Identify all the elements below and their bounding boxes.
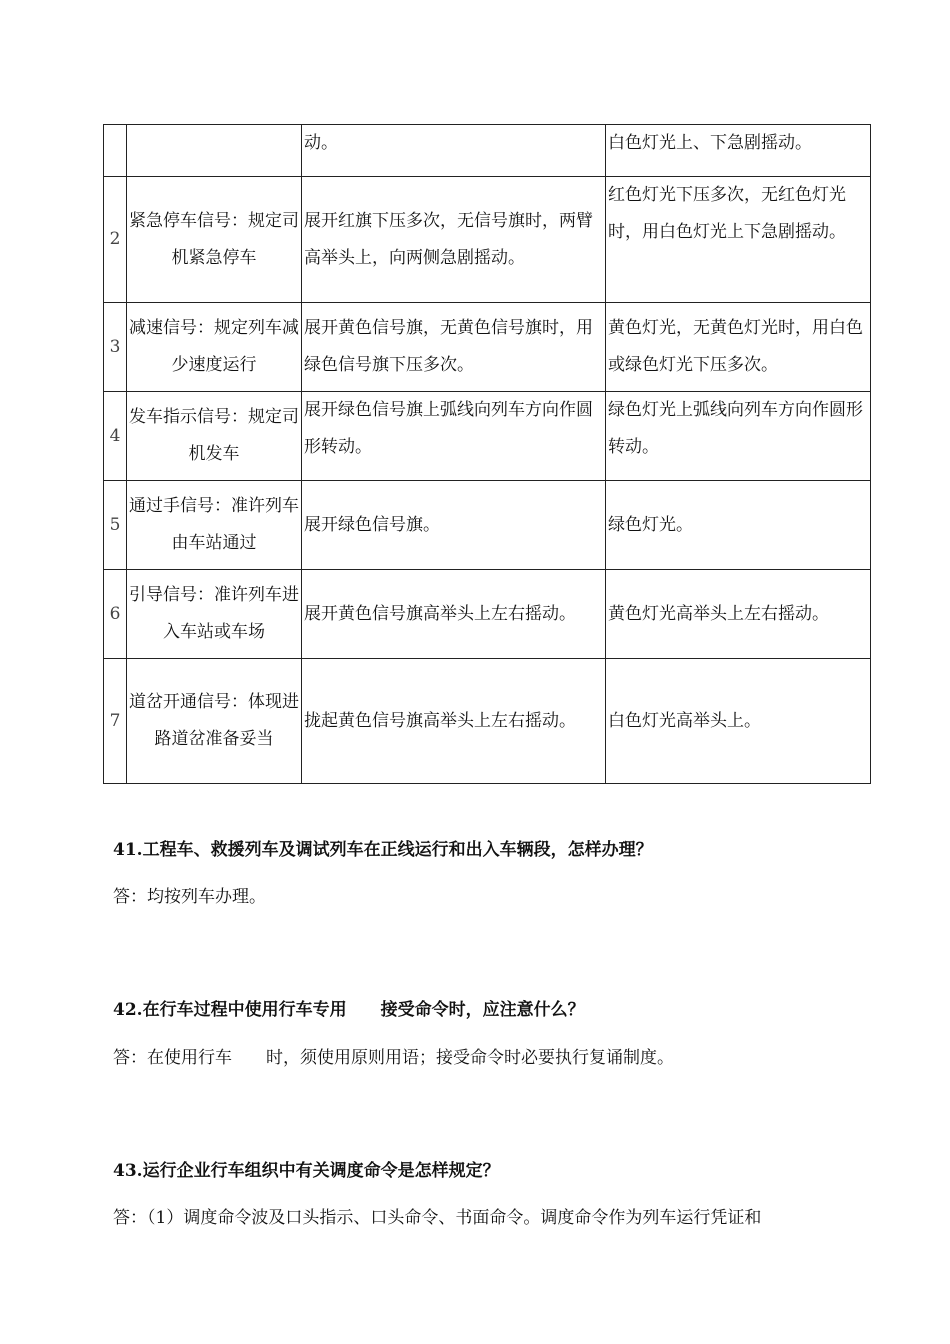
table-row — [104, 570, 871, 659]
row-number: 4 — [104, 392, 127, 481]
flag-method: 展开绿色信号旗上弧线向列车方向作圆形转动。 — [302, 392, 606, 481]
flag-method: 展开红旗下压多次，无信号旗时，两臂高举头上，向两侧急剧摇动。 — [302, 177, 606, 303]
light-method: 绿色灯光。 — [606, 481, 871, 570]
row-number: 6 — [104, 570, 127, 659]
light-method: 绿色灯光上弧线向列车方向作圆形转动。 — [606, 392, 871, 481]
table-row — [104, 392, 871, 481]
answer-42: 答：在使用行车 时，须使用原则用语；接受命令时必要执行复诵制度。 — [113, 1048, 674, 1068]
signal-name: 发车指示信号：规定司机发车 — [127, 392, 302, 481]
signal-name: 紧急停车信号：规定司机紧急停车 — [127, 177, 302, 303]
table-row — [104, 481, 871, 570]
table-row — [104, 125, 871, 177]
row-number: 2 — [104, 177, 127, 303]
row-number — [104, 125, 127, 177]
answer-41: 答：均按列车办理。 — [113, 887, 266, 907]
signal-name — [127, 125, 302, 177]
light-method: 红色灯光下压多次，无红色灯光时，用白色灯光上下急剧摇动。 — [606, 177, 871, 303]
table-row — [104, 177, 871, 303]
answer-43: 答：（1）调度命令波及口头指示、口头命令、书面命令。调度命令作为列车运行凭证和 — [113, 1208, 762, 1228]
light-method: 白色灯光上、下急剧摇动。 — [606, 125, 871, 177]
signal-name: 通过手信号：准许列车由车站通过 — [127, 481, 302, 570]
question-42: 42.在行车过程中使用行车专用 接受命令时，应注意什么？ — [113, 1000, 585, 1020]
signal-name: 道岔开通信号：体现进路道岔准备妥当 — [127, 659, 302, 784]
light-method: 黄色灯光高举头上左右摇动。 — [606, 570, 871, 659]
flag-method: 动。 — [302, 125, 606, 177]
signal-name: 减速信号：规定列车减少速度运行 — [127, 303, 302, 392]
question-41: 41.工程车、救援列车及调试列车在正线运行和出入车辆段，怎样办理？ — [113, 840, 653, 860]
table-row — [104, 659, 871, 784]
flag-method: 展开黄色信号旗高举头上左右摇动。 — [302, 570, 606, 659]
row-number: 3 — [104, 303, 127, 392]
flag-method: 展开黄色信号旗，无黄色信号旗时，用绿色信号旗下压多次。 — [302, 303, 606, 392]
row-number: 5 — [104, 481, 127, 570]
flag-method: 拢起黄色信号旗高举头上左右摇动。 — [302, 659, 606, 784]
question-43: 43.运行企业行车组织中有关调度命令是怎样规定？ — [113, 1161, 500, 1181]
hand-signal-table — [103, 124, 871, 784]
signal-name: 引导信号：准许列车进入车站或车场 — [127, 570, 302, 659]
row-number: 7 — [104, 659, 127, 784]
table-row — [104, 303, 871, 392]
light-method: 黄色灯光，无黄色灯光时，用白色或绿色灯光下压多次。 — [606, 303, 871, 392]
light-method: 白色灯光高举头上。 — [606, 659, 871, 784]
flag-method: 展开绿色信号旗。 — [302, 481, 606, 570]
